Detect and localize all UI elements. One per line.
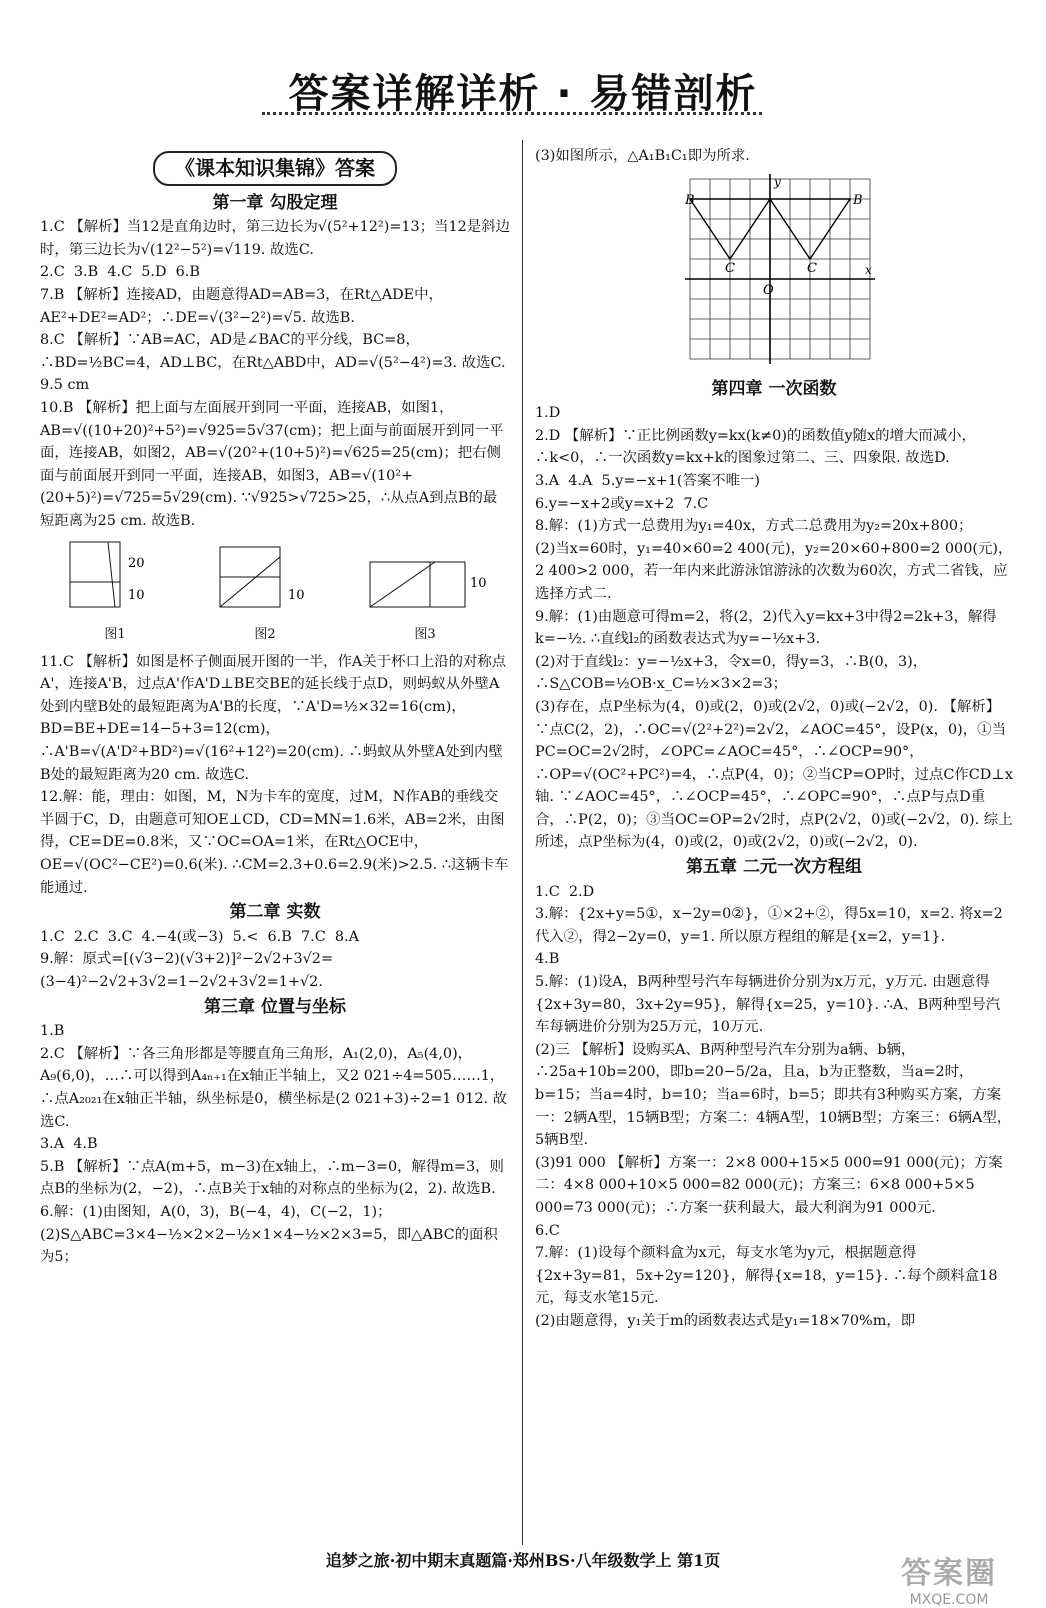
right-column [535,145,1013,1333]
chapter-1-answers: 1.C 【解析】当12是直角边时，第三边长为√(5²+12²)=13；当12是斜边时，第三边长为√(12²−5²)=√119. 故选C. 2.C 3.B 4.C 5.D 6.B 7.B 【解析】连接AD，由题意得AD=AB=3，在Rt△ADE中，AE²+DE²=AD²；∴DE=√(3²−2²)=√5. 故选B. 8.C 【解析】∵AB=AC，AD是∠BAC的平分线，BC=8，∴BD=½BC=4，AD⊥BC，在Rt△ABD中，AD=√(5²−4²)=3. 故选C. 9.5 cm 10.B 【解析】把上面与左面展开到同一平面，连接AB，如图1，AB=√((10+20)²+5²)=√925=5√37(cm)；把上面与前面展开到同一平面，连接AB，如图2，AB=√(20²+(10+5)²)=√625=25(cm)；把右侧面与前面展开到同一平面，连接AB，如图3，AB=√(10²+(20+5)²)=√725=5√29(cm). ∵√925>√725>25，∴从点A到点B的最短距离为25 cm. 故选B. [40,219,510,529]
svg-text:10: 10 [470,575,487,591]
watermark-badge: 答案圈 [901,1556,997,1591]
svg-text:C: C [725,260,735,276]
section-banner: 《课本知识集锦》答案 [153,151,397,186]
figure-1 [60,537,170,647]
figure-2-drawing [210,537,320,617]
column-divider [522,140,523,1545]
chapter-3-continued: (3)如图所示，△A₁B₁C₁即为所求. [535,148,750,164]
figure-3-caption: 图3 [414,627,436,643]
title-divider [262,112,762,115]
figure-2 [210,537,320,647]
chapter-5-title: 第五章 二元一次方程组 [686,857,862,878]
figure-1-drawing [60,537,170,617]
figure-2-caption: 图2 [254,627,276,643]
figure-1-caption: 图1 [104,627,126,643]
figure-3 [360,537,490,647]
svg-text:y: y [774,174,781,189]
unfold-figures [40,537,510,647]
site-watermark [874,1548,1024,1608]
svg-text:x: x [865,262,872,277]
chapter-3-title: 第三章 位置与坐标 [204,996,346,1017]
watermark-url: MXQE.COM [909,1592,989,1608]
svg-text:20: 20 [128,555,145,571]
svg-text:C: C [807,260,817,276]
svg-text:B: B [853,192,863,208]
chapter-2-title: 第二章 实数 [229,902,321,923]
left-column [40,145,510,1269]
chapter-4-title: 第四章 一次函数 [711,378,837,399]
svg-text:O: O [763,282,774,298]
coordinate-grid-figure [685,174,875,374]
svg-text:B: B [685,192,695,208]
chapter-4-answers: 1.D 2.D 【解析】∵正比例函数y=kx(k≠0)的函数值y随x的增大而减小，∴k<0，∴一次函数y=kx+k的图象过第二、三、四象限. 故选D. 3.A 4.A 5.y=−x+1(答案不唯一) 6.y=−x+2或y=x+2 7.C 8.解：(1)方式一总费用为y₁=40x，方式二总费用为y₂=20x+800； (2)当x=60时，y₁=40×60=2 400(元)，y₂=20×60+800=2 000(元)，2 400>2 000，若一年内来此游泳馆游泳的次数为60次，方式二省钱，应选择方式二. 9.解：(1)由题意可得m=2，将(2，2)代入y=kx+3中得2=2k+3，解得k=−½. ∴直线l₂的函数表达式为y=−½x+3. (2)对于直线l₂：y=−½x+3，令x=0，得y=3，∴B(0，3)，∴S△COB=½OB·x_C=½×3×2=3； (3)存在，点P坐标为(4，0)或(2，0)或(2√2，0)或(−2√2，0). 【解析】∵点C(2，2)，∴OC=√(2²+2²)=2√2，∠AOC=45°，设P(x，0)，①当PC=OC=2√2时，∠OPC=∠AOC=45°，∴∠OCP=90°，∴OP=√(OC²+PC²)=4，∴点P(4，0)；②当CP=OP时，过点C作CD⊥x轴. ∵∠AOC=45°，∴∠OCP=45°，∴∠OPC=90°，∴点P与点D重合，∴P(2，0)；③当OC=OP=2√2时，点P(2√2，0)或(−2√2，0). 综上所述，点P坐标为(4，0)或(2，0)或(2√2，0)或(−2√2，0). [535,405,1013,851]
svg-text:10: 10 [128,587,145,603]
chapter-2-answers: 1.C 2.C 3.C 4.−4(或−3) 5.< 6.B 7.C 8.A 9.解：原式=[(√3−2)(√3+2)]²−2√2+3√2=(3−4)²−2√2+3√2=1−2√2+3√2=1+√2. [40,928,359,990]
page-footer: 追梦之旅·初中期末真题篇·郑州BS·八年级数学上 第1页 [325,1551,721,1570]
chapter-1-title: 第一章 勾股定理 [212,192,338,213]
chapter-1-answers-continued: 11.C 【解析】如图是杯子侧面展开图的一半，作A关于杯口上沿的对称点A'，连接A'B，过点A'作A'D⊥BE交BE的延长线于点D，则蚂蚁从外壁A处到内壁B处的最短距离为A'B的长度，∵A'D=½×32=16(cm)，BD=BE+DE=14−5+3=12(cm)，∴A'B=√(A'D²+BD²)=√(16²+12²)=20(cm). ∴蚂蚁从外壁A处到内壁B处的最短距离为20 cm. 故选C. 12.解：能，理由：如图，M，N为卡车的宽度，过M，N作AB的垂线交半圆于C，D，由题意可知OE⊥CD，CD=MN=1.6米，AB=2米，由图得，CE=DE=0.8米，又∵OC=OA=1米，在Rt△OCE中，OE=√(OC²−CE²)=0.6(米). ∴CM=2.3+0.6=2.9(米)>2.5. ∴这辆卡车能通过. [40,653,509,896]
page-title: 答案详解详析 · 易错剖析 [288,71,758,117]
grid-lines [690,179,870,359]
chapter-3-answers: 1.B 2.C 【解析】∵各三角形都是等腰直角三角形，A₁(2,0)，A₅(4,0)，A₉(6,0)，…∴可以得到A₄ₙ₊₁在x轴正半轴上，又2 021÷4=505……1，∴点A₂₀₂₁在x轴正半轴，纵坐标是0，横坐标是(2 021+3)÷2=1 012. 故选C. 3.A 4.B 5.B 【解析】∵点A(m+5，m−3)在x轴上，∴m−3=0，解得m=3，则点B的坐标为(2，−2)，∴点B关于x轴的对称点的坐标为(2，2). 故选B. 6.解：(1)由图知，A(0，3)，B(−4，4)，C(−2，1)； (2)S△ABC=3×4−½×2×2−½×1×4−½×2×3=5，即△ABC的面积为5； [40,1023,508,1266]
figure-3-drawing [360,537,490,617]
svg-text:10: 10 [288,587,305,603]
chapter-5-answers: 1.C 2.D 3.解：{2x+y=5①，x−2y=0②}，①×2+②，得5x=10，x=2. 将x=2代入②，得2−2y=0，y=1. 所以原方程组的解是{x=2，y=1}. 4.B 5.解：(1)设A，B两种型号汽车每辆进价分别为x万元，y万元. 由题意得{2x+3y=80，3x+2y=95}，解得{x=25，y=10}. ∴A、B两种型号汽车每辆进价分别为25万元，10万元. (2)三 【解析】设购买A、B两种型号汽车分别为a辆、b辆，∴25a+10b=200，即b=20−5/2a，且a，b为正整数，当a=2时，b=15；当a=4时，b=10；当a=6时，b=5；即共有3种购买方案，方案一：2辆A型，15辆B型；方案二：4辆A型，10辆B型；方案三：6辆A型，5辆B型. (3)91 000 【解析】方案一：2×8 000+15×5 000=91 000(元)；方案二：4×8 000+10×5 000=82 000(元)；方案三：6×8 000+5×5 000=73 000(元)；∴方案一获利最大，最大利润为91 000元. 6.C 7.解：(1)设每个颜料盒为x元，每支水笔为y元，根据题意得{2x+3y=81，5x+2y=120}，解得{x=18，y=15}. ∴每个颜料盒18元，每支水笔15元. (2)由题意得，y₁关于m的函数表达式是y₁=18×70%m，即 [535,883,1012,1329]
